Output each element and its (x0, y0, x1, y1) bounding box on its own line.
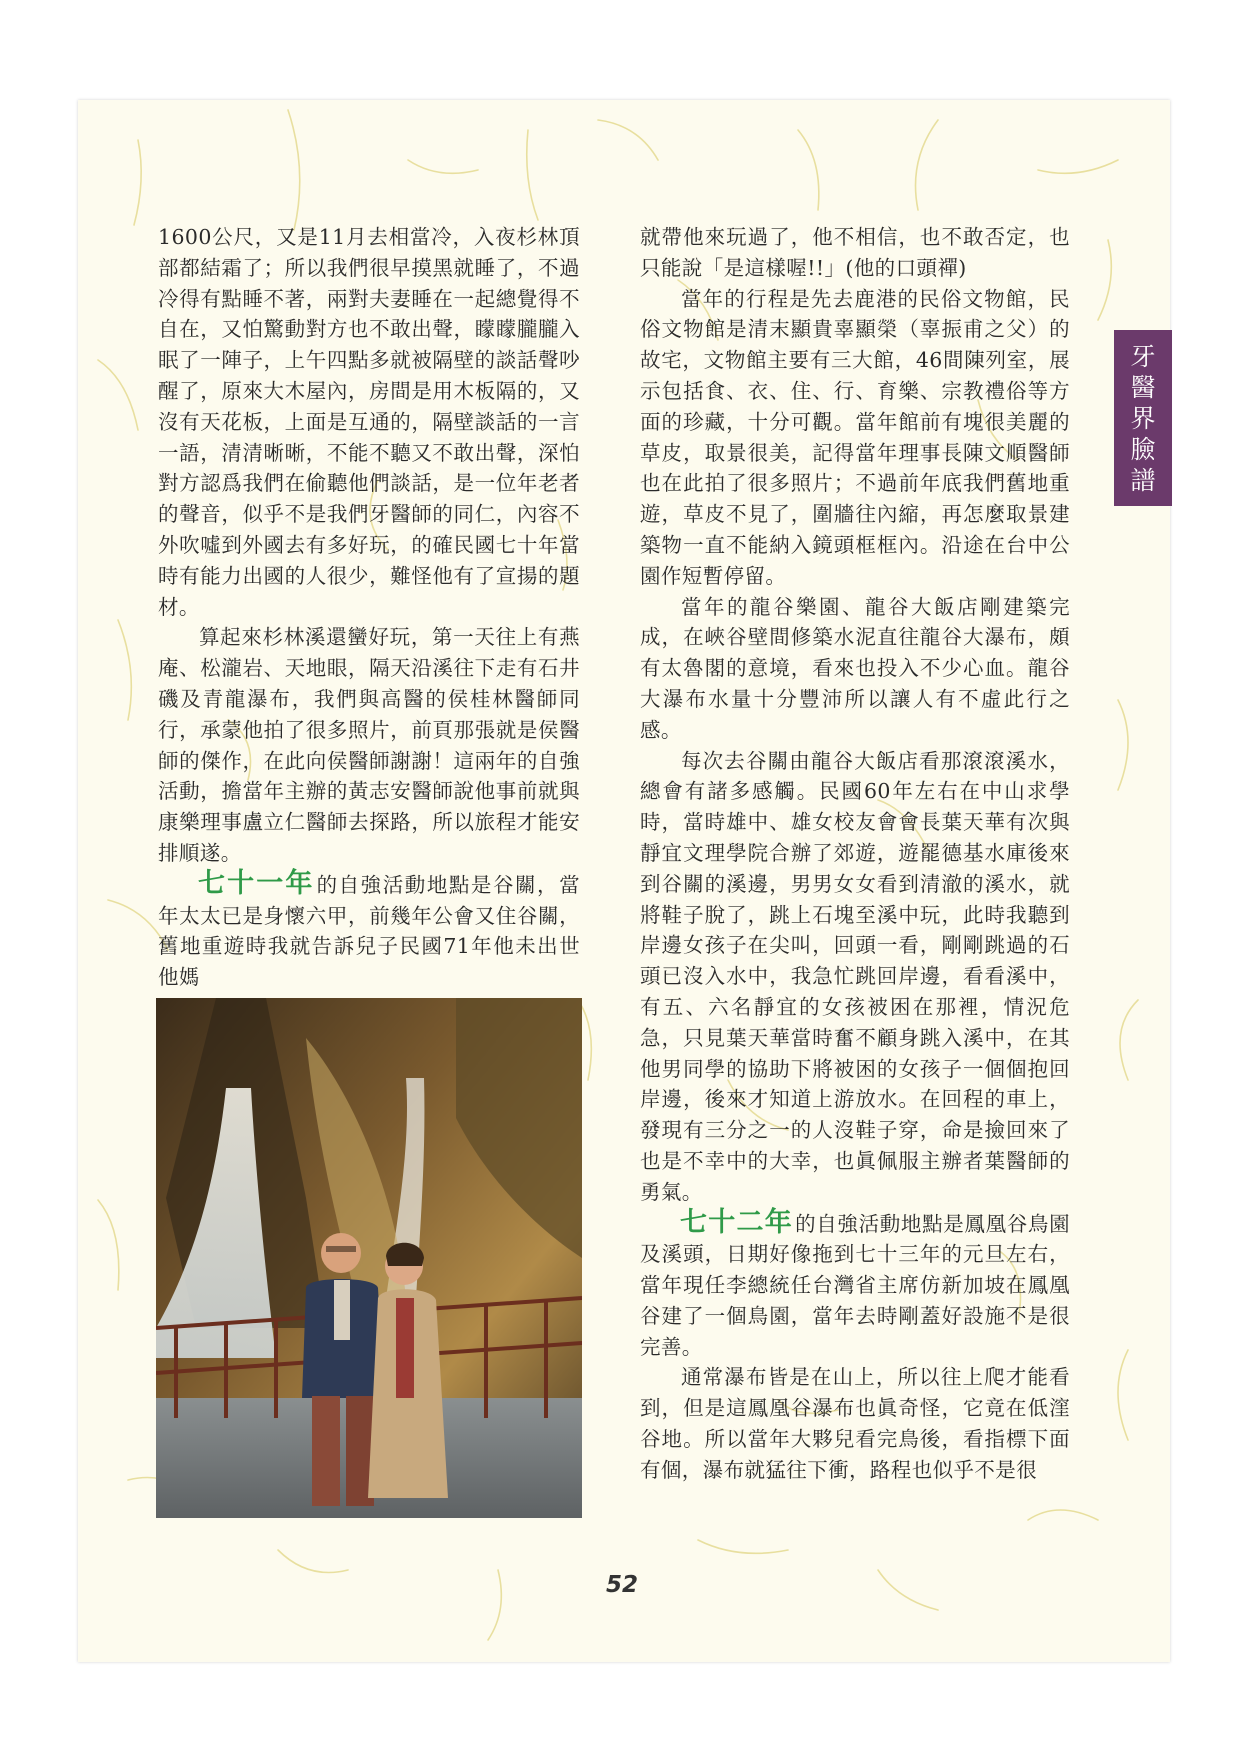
right-column (640, 222, 1070, 1486)
right-paragraph-2: 當年的行程是先去鹿港的民俗文物館，民俗文物館是清末顯貴辜顯榮（辜振甫之父）的故宅，文物館主要有三大館，46間陳列室，展示包括食、衣、住、行、育樂、宗教禮俗等方面的珍藏，十分可觀。當年館前有塊很美麗的草皮，取景很美，記得當年理事長陳文順醫師也在此拍了很多照片；不過前年底我們舊地重遊，草皮不見了，圍牆往內縮，再怎麼取景建築物一直不能納入鏡頭框框內。沿途在台中公園作短暫停留。 (640, 286, 1070, 588)
section-tab-char: 譜 (1130, 465, 1156, 495)
section-tab-char: 醫 (1130, 372, 1156, 402)
year-heading-71: 七十一年 (198, 867, 315, 899)
left-paragraph-3 (158, 869, 580, 993)
section-tab (1114, 330, 1172, 506)
right-paragraph-5-text: 的自強活動地點是鳳凰谷鳥園及溪頭，日期好像拖到七十三年的元旦左右，當年現任李總統任台灣省主席仿新加坡在鳳凰谷建了一個鳥園，當年去時剛蓋好設施不是很完善。 (640, 1211, 1070, 1359)
left-paragraph-1: 1600公尺，又是11月去相當冷，入夜杉林頂部都結霜了；所以我們很早摸黑就睡了，不過冷得有點睡不著，兩對夫妻睡在一起總覺得不自在，又怕驚動對方也不敢出聲，矇矇朧朧入眠了一陣子，上午四點多就被隔壁的談話聲吵醒了，原來大木屋內，房間是用木板隔的，又沒有天花板，上面是互通的，隔壁談話的一言一語，清清晰晰，不能不聽又不敢出聲，深怕對方認爲我們在偷聽他們談話，是一位年老者的聲音，似乎不是我們牙醫師的同仁，內容不外吹噓到外國去有多好玩，的確民國七十年當時有能力出國的人很少，難怪他有了宣揚的題材。 (158, 225, 580, 619)
section-tab-char: 臉 (1130, 434, 1156, 464)
left-paragraph-2: 算起來杉林溪還蠻好玩，第一天往上有燕庵、松瀧岩、天地眼，隔天沿溪往下走有石井磯及青龍瀑布，我們與高醫的侯桂林醫師同行，承蒙他拍了很多照片，前頁那張就是侯醫師的傑作，在此向侯醫師謝謝！這兩年的自強活動，擔當年主辦的黃志安醫師說他事前就與康樂理事盧立仁醫師去探路，所以旅程才能安排順遂。 (158, 625, 580, 865)
page-number: 52 (605, 1572, 638, 1598)
left-column (158, 222, 580, 993)
left-paragraph-3-text: 的自強活動地點是谷關，當年太太已是身懷六甲，前幾年公會又住谷關，舊地重遊時我就告訴兒子民國71年他未出世他媽 (158, 872, 580, 990)
waterfall-couple-photo (156, 998, 582, 1518)
section-tab-char: 牙 (1130, 341, 1156, 371)
section-tab-char: 界 (1130, 403, 1156, 433)
right-paragraph-1: 就帶他來玩過了，他不相信，也不敢否定，也只能說「是這樣喔!!」(他的口頭禪) (640, 225, 1070, 280)
right-paragraph-4: 每次去谷關由龍谷大飯店看那滾滾溪水，總會有諸多感觸。民國60年左右在中山求學時，當時雄中、雄女校友會會長葉天華有次與靜宜文理學院合辦了郊遊，遊罷德基水庫後來到谷關的溪邊，男男女女看到清澈的溪水，就將鞋子脫了，跳上石塊至溪中玩，此時我聽到岸邊女孩子在尖叫，回頭一看，剛剛跳過的石頭已沒入水中，我急忙跳回岸邊，看看溪中，有五、六名靜宜的女孩被困在那裡，情況危急，只見葉天華當時奮不顧身跳入溪中，在其他男同學的協助下將被困的女孩子一個個抱回岸邊，後來才知道上游放水。在回程的車上，發現有三分之一的人沒鞋子穿，命是撿回來了也是不幸中的大幸，也眞佩服主辦者葉醫師的勇氣。 (640, 748, 1070, 1204)
right-paragraph-6: 通常瀑布皆是在山上，所以往上爬才能看到，但是這鳳凰谷瀑布也眞奇怪，它竟在低漥谷地。所以當年大夥兒看完鳥後，看指標下面有個，瀑布就猛往下衝，路程也似乎不是很 (640, 1365, 1070, 1482)
right-paragraph-5 (640, 1208, 1070, 1363)
year-heading-72: 七十二年 (680, 1206, 794, 1238)
right-paragraph-3: 當年的龍谷樂園、龍谷大飯店剛建築完成，在峽谷壁間修築水泥直往龍谷大瀑布，頗有太魯閣的意境，看來也投入不少心血。龍谷大瀑布水量十分豐沛所以讓人有不虛此行之感。 (640, 594, 1070, 742)
